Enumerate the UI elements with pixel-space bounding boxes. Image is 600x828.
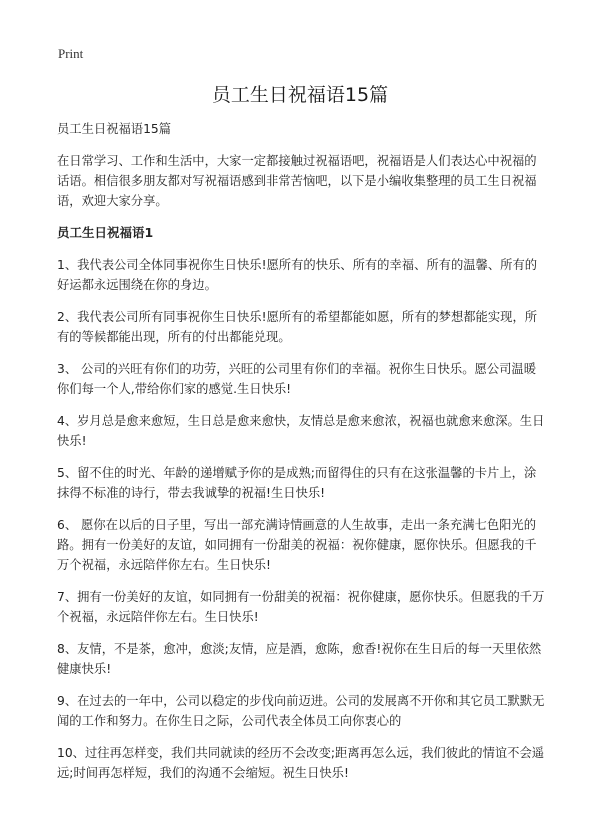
- greeting-item-6: 6、 愿你在以后的日子里，写出一部充满诗情画意的人生故事，走出一条充满七色阳光的路。拥有一份美好的友谊，如同拥有一份甜美的祝福：祝你健康，愿你快乐。但愿我的千万个祝福，永远陪伴你左右。生日快乐!: [57, 518, 537, 572]
- greeting-item-4: 4、岁月总是愈来愈短，生日总是愈来愈快，友情总是愈来愈浓，祝福也就愈来愈深。生日快乐!: [57, 414, 545, 448]
- greeting-item-2: 2、我代表公司所有同事祝你生日快乐!愿所有的希望都能如愿，所有的梦想都能实现，所有的等候都能出现，所有的付出都能兑现。: [57, 310, 538, 344]
- document-subtitle: 员工生日祝福语15篇: [57, 122, 172, 136]
- greeting-item-1: 1、我代表公司全体同事祝你生日快乐!愿所有的快乐、所有的幸福、所有的温馨、所有的好运都永远围绕在你的身边。: [57, 258, 538, 292]
- greeting-item-7: 7、拥有一份美好的友谊，如同拥有一份甜美的祝福：祝你健康，愿你快乐。但愿我的千万个祝福，永远陪伴你左右。生日快乐!: [57, 590, 545, 624]
- greeting-item-9: 9、在过去的一年中，公司以稳定的步伐向前迈进。公司的发展离不开你和其它员工默默无闻的工作和努力。在你生日之际，公司代表全体员工向你衷心的: [57, 694, 545, 728]
- print-link[interactable]: Print: [58, 46, 84, 61]
- document-body: [57, 119, 547, 795]
- greeting-item-3: 3、 公司的兴旺有你们的功劳，兴旺的公司里有你们的幸福。祝你生日快乐。愿公司温暖你们每一个人,带给你们家的感觉.生日快乐!: [57, 362, 537, 396]
- greeting-item-10: 10、过往再怎样变，我们共同就读的经历不会改变;距离再怎么远，我们彼此的情谊不会遥远;时间再怎样短，我们的沟通不会缩短。祝生日快乐!: [57, 746, 545, 780]
- intro-paragraph: 在日常学习、工作和生活中，大家一定都接触过祝福语吧，祝福语是人们表达心中祝福的话语。相信很多朋友都对写祝福语感到非常苦恼吧，以下是小编收集整理的员工生日祝福语，欢迎大家分享。: [57, 154, 537, 208]
- greeting-item-5: 5、留不住的时光、年龄的递增赋予你的是成熟;而留得住的只有在这张温馨的卡片上，涂抹得不标准的诗行，带去我诚挚的祝福!生日快乐!: [57, 466, 537, 500]
- section-heading: 员工生日祝福语1: [57, 225, 154, 240]
- page-title: 员工生日祝福语15篇: [211, 84, 389, 106]
- greeting-item-8: 8、友情，不是茶，愈冲，愈淡;友情，应是酒，愈陈，愈香!祝你在生日后的每一天里依然健康快乐!: [57, 642, 542, 676]
